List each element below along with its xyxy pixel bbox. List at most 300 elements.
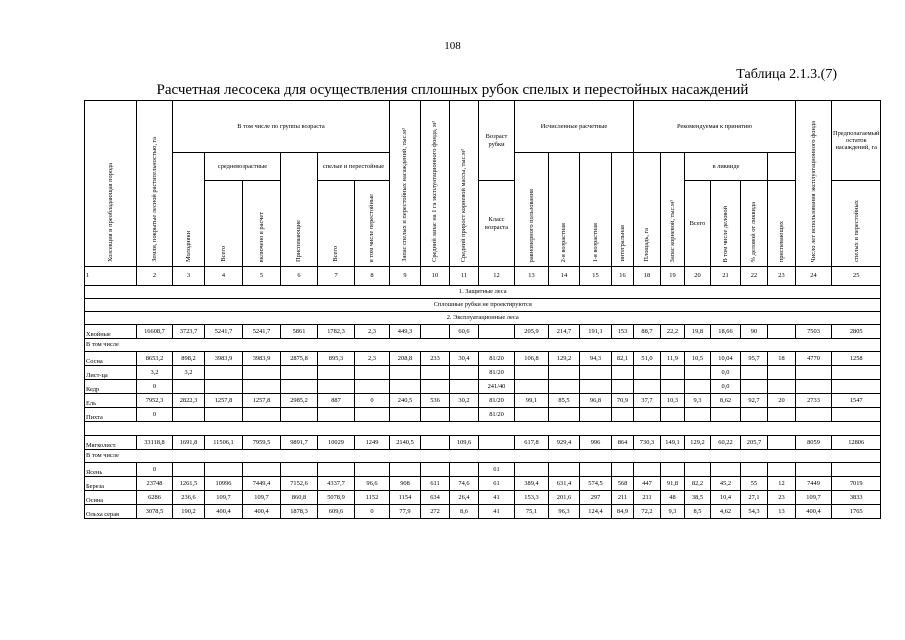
table-cell: 3723,7	[173, 325, 205, 339]
table-cell	[243, 463, 281, 477]
table-cell: 211	[612, 491, 634, 505]
table-cell: 611	[421, 477, 450, 491]
table-cell: 96,6	[355, 477, 390, 491]
table-cell: 20	[768, 394, 796, 408]
col-number: 9	[390, 267, 421, 286]
header-avg-stock: Средний запас на 1 га эксплуатационного фонда, м³	[421, 101, 450, 267]
table-cell: 4,62	[711, 505, 741, 519]
table-cell	[796, 408, 832, 422]
table-cell	[205, 463, 243, 477]
table-cell: 8653,2	[137, 352, 173, 366]
table-cell: 77,9	[390, 505, 421, 519]
row-species-name: Ель	[85, 394, 137, 408]
table-cell	[421, 408, 450, 422]
table-cell: 74,6	[450, 477, 479, 491]
col-number: 24	[796, 267, 832, 286]
table-cell: 23748	[137, 477, 173, 491]
header-age-class: Класс возраста	[479, 181, 515, 267]
table-cell	[634, 408, 661, 422]
table-cell	[549, 380, 580, 394]
table-row	[85, 408, 881, 422]
table-cell: 574,5	[580, 477, 612, 491]
header-remain-approaching: приспевающих	[768, 181, 796, 267]
col-number: 13	[515, 267, 549, 286]
header-remain-ripe: спелых и перестойных	[832, 181, 881, 267]
table-cell	[768, 380, 796, 394]
table-cell	[450, 408, 479, 422]
table-cell: 3078,5	[137, 505, 173, 519]
table-cell	[685, 366, 711, 380]
table-cell: 10029	[318, 436, 355, 450]
table-cell	[421, 436, 450, 450]
table-cell: 6286	[137, 491, 173, 505]
table-cell	[768, 325, 796, 339]
table-cell: 84,9	[612, 505, 634, 519]
table-cell: 38,5	[685, 491, 711, 505]
table-cell: 1249	[355, 436, 390, 450]
table-cell	[832, 463, 881, 477]
table-cell	[661, 366, 685, 380]
subheader-in-that-number: В том числе	[85, 339, 881, 352]
table-cell: 8,6	[450, 505, 479, 519]
table-cell: 48	[661, 491, 685, 505]
header-area: Площадь, га	[634, 153, 661, 267]
col-number: 20	[685, 267, 711, 286]
table-cell	[661, 380, 685, 394]
table-cell: 214,7	[549, 325, 580, 339]
forest-cut-table	[84, 100, 881, 519]
row-species-name: Пихта	[85, 408, 137, 422]
header-calculated: Исчисленные расчетные	[515, 101, 634, 153]
header-years: Число лет использования эксплуатационного фонда	[796, 101, 832, 267]
table-row	[85, 352, 881, 366]
table-cell: 634	[421, 491, 450, 505]
header-age1: 1-я возрастная	[580, 153, 612, 267]
table-cell: 617,8	[515, 436, 549, 450]
table-cell	[832, 366, 881, 380]
empty-row	[85, 422, 881, 436]
table-cell: 23	[768, 491, 796, 505]
table-cell: 1765	[832, 505, 881, 519]
table-cell: 70,9	[612, 394, 634, 408]
table-cell: 10,04	[711, 352, 741, 366]
empty-cell	[85, 422, 881, 436]
table-cell: 45,2	[711, 477, 741, 491]
table-cell: 109,7	[243, 491, 281, 505]
table-cell: 2875,8	[281, 352, 318, 366]
table-cell: 5078,9	[318, 491, 355, 505]
col-number: 4	[205, 267, 243, 286]
table-cell	[281, 463, 318, 477]
table-cell: 3,2	[173, 366, 205, 380]
table-cell	[741, 408, 768, 422]
table-cell: 124,4	[580, 505, 612, 519]
table-cell: 1261,5	[173, 477, 205, 491]
table-cell: 96,8	[580, 394, 612, 408]
table-cell: 82,2	[685, 477, 711, 491]
table-cell	[768, 436, 796, 450]
col-number: 6	[281, 267, 318, 286]
table-cell: 191,1	[580, 325, 612, 339]
table-cell: 7449,4	[243, 477, 281, 491]
table-cell	[173, 463, 205, 477]
table-cell: 109,7	[205, 491, 243, 505]
table-cell	[281, 380, 318, 394]
table-cell	[685, 463, 711, 477]
table-row	[85, 505, 881, 519]
table-cell: 190,2	[173, 505, 205, 519]
table-cell: 233	[421, 352, 450, 366]
table-cell: 7449	[796, 477, 832, 491]
table-cell: 33118,8	[137, 436, 173, 450]
table-cell: 1782,3	[318, 325, 355, 339]
table-cell: 4770	[796, 352, 832, 366]
table-cell	[741, 380, 768, 394]
table-cell: 447	[634, 477, 661, 491]
header-remain: Предполагаемый остаток насаждений, га	[832, 101, 881, 181]
table-cell	[711, 408, 741, 422]
table-cell: 91,8	[661, 477, 685, 491]
table-cell: 109,7	[796, 491, 832, 505]
table-cell: 60,6	[450, 325, 479, 339]
table-cell	[318, 463, 355, 477]
table-cell: 236,6	[173, 491, 205, 505]
table-cell	[685, 408, 711, 422]
table-cell	[549, 366, 580, 380]
table-cell: 887	[318, 394, 355, 408]
table-cell	[355, 380, 390, 394]
table-body	[85, 325, 881, 519]
table-cell	[205, 380, 243, 394]
header-ripe-stock: Запас спелых и перестойных насаждений, тыс.м³	[390, 101, 421, 267]
table-cell: 908	[390, 477, 421, 491]
col-number: 18	[634, 267, 661, 286]
table-cell	[612, 463, 634, 477]
table-cell: 3833	[832, 491, 881, 505]
table-cell: 96,3	[549, 505, 580, 519]
table-cell	[281, 408, 318, 422]
table-cell	[741, 366, 768, 380]
header-integral: интегральная	[612, 153, 634, 267]
table-cell: 536	[421, 394, 450, 408]
table-cell	[515, 408, 549, 422]
table-cell	[318, 408, 355, 422]
subheader-in-that-number: В том числе	[85, 450, 881, 463]
row-species-name: Хвойные	[85, 325, 137, 339]
table-cell: 4337,7	[318, 477, 355, 491]
table-cell	[796, 463, 832, 477]
table-cell: 1152	[355, 491, 390, 505]
table-cell	[390, 380, 421, 394]
table-cell: 240,5	[390, 394, 421, 408]
table-cell: 27,1	[741, 491, 768, 505]
table-cell: 82,1	[612, 352, 634, 366]
table-cell	[243, 408, 281, 422]
table-cell: 2805	[832, 325, 881, 339]
table-cell: 0	[137, 408, 173, 422]
table-row	[85, 394, 881, 408]
col-number: 21	[711, 267, 741, 286]
row-species-name: Кедр	[85, 380, 137, 394]
table-cell	[355, 408, 390, 422]
header-age2: 2-я возрастная	[549, 153, 580, 267]
table-cell: 996	[580, 436, 612, 450]
table-cell: 10,4	[711, 491, 741, 505]
table-cell: 631,4	[549, 477, 580, 491]
table-cell: 929,4	[549, 436, 580, 450]
table-cell	[549, 463, 580, 477]
table-cell	[634, 380, 661, 394]
table-cell: 18,66	[711, 325, 741, 339]
col-number: 14	[549, 267, 580, 286]
header-root-stock: Запас корневой, тыс.м³	[661, 153, 685, 267]
table-cell	[243, 380, 281, 394]
table-cell: 81/20	[479, 366, 515, 380]
table-cell	[634, 366, 661, 380]
table-cell	[612, 408, 634, 422]
table-cell	[390, 408, 421, 422]
header-liquid-all: Всего	[685, 181, 711, 267]
header-uniform: равномерного пользования	[515, 153, 549, 267]
table-cell: 898,2	[173, 352, 205, 366]
table-cell: 0,0	[711, 366, 741, 380]
table-cell: 12806	[832, 436, 881, 450]
table-cell: 75,1	[515, 505, 549, 519]
table-cell: 1257,8	[205, 394, 243, 408]
header-avg-growth: Средний прирост корневой массы, тыс.м³	[450, 101, 479, 267]
table-cell: 2733	[796, 394, 832, 408]
header-middle-aged: средневозрастные	[205, 153, 281, 181]
row-species-name: Береза	[85, 477, 137, 491]
col-number: 19	[661, 267, 685, 286]
table-cell: 895,3	[318, 352, 355, 366]
table-cell: 16608,7	[137, 325, 173, 339]
table-cell	[661, 408, 685, 422]
table-cell: 2822,3	[173, 394, 205, 408]
row-species-name: Осина	[85, 491, 137, 505]
table-cell	[173, 408, 205, 422]
table-cell: 109,6	[450, 436, 479, 450]
table-cell	[450, 380, 479, 394]
table-cell	[741, 463, 768, 477]
table-cell: 3983,9	[243, 352, 281, 366]
table-cell: 18	[768, 352, 796, 366]
table-cell: 0,0	[711, 380, 741, 394]
table-row	[85, 491, 881, 505]
table-cell: 272	[421, 505, 450, 519]
header-ripe-all: Всего	[318, 181, 355, 267]
table-cell: 41	[479, 491, 515, 505]
table-cell	[421, 463, 450, 477]
table-cell	[515, 380, 549, 394]
table-cell: 22,2	[661, 325, 685, 339]
row-species-name: Мягколист.	[85, 436, 137, 450]
header-mid-all: Всего	[205, 181, 243, 267]
header-cut-age: Возраст рубки	[479, 101, 515, 181]
table-cell	[390, 463, 421, 477]
table-cell	[355, 463, 390, 477]
table-cell: 37,7	[634, 394, 661, 408]
table-cell	[612, 366, 634, 380]
table-cell: 864	[612, 436, 634, 450]
table-cell	[173, 380, 205, 394]
table-row	[85, 366, 881, 380]
table-cell: 208,8	[390, 352, 421, 366]
table-cell: 11,9	[661, 352, 685, 366]
row-species-name: Ольха серая	[85, 505, 137, 519]
table-cell: 1691,8	[173, 436, 205, 450]
col-number: 25	[832, 267, 881, 286]
col-number: 7	[318, 267, 355, 286]
table-row	[85, 380, 881, 394]
table-cell: 30,4	[450, 352, 479, 366]
table-cell	[205, 366, 243, 380]
table-cell: 13	[768, 505, 796, 519]
table-cell: 211	[634, 491, 661, 505]
table-cell	[661, 463, 685, 477]
table-cell: 106,8	[515, 352, 549, 366]
table-cell: 19,8	[685, 325, 711, 339]
page-number: 108	[444, 40, 461, 52]
col-number: 1	[85, 267, 137, 286]
header-overmature: в том числе перестойные	[355, 181, 390, 267]
table-cell	[318, 380, 355, 394]
col-number: 3	[173, 267, 205, 286]
table-cell: 1258	[832, 352, 881, 366]
col-number: 11	[450, 267, 479, 286]
table-cell: 41	[479, 505, 515, 519]
table-cell: 2140,5	[390, 436, 421, 450]
table-cell	[479, 436, 515, 450]
table-cell	[685, 380, 711, 394]
table-cell: 205,7	[741, 436, 768, 450]
table-cell: 129,2	[549, 352, 580, 366]
header-approaching: Приспевающие	[281, 153, 318, 267]
col-number: 15	[580, 267, 612, 286]
table-cell	[612, 380, 634, 394]
table-cell: 12	[768, 477, 796, 491]
table-cell: 81/20	[479, 408, 515, 422]
table-cell: 0	[137, 463, 173, 477]
table-cell: 7959,5	[243, 436, 281, 450]
table-cell: 2,3	[355, 325, 390, 339]
table-cell	[421, 380, 450, 394]
table-cell: 30,2	[450, 394, 479, 408]
row-species-name: Ясень	[85, 463, 137, 477]
table-cell: 61	[479, 463, 515, 477]
table-cell: 81/20	[479, 352, 515, 366]
table-row	[85, 463, 881, 477]
table-cell: 205,9	[515, 325, 549, 339]
table-cell: 1878,3	[281, 505, 318, 519]
table-cell: 730,3	[634, 436, 661, 450]
table-cell: 129,2	[685, 436, 711, 450]
table-cell	[243, 366, 281, 380]
column-numbers-row	[85, 267, 881, 286]
table-cell	[281, 366, 318, 380]
header-young: Молодняки	[173, 153, 205, 267]
table-cell	[796, 366, 832, 380]
table-cell: 8,5	[685, 505, 711, 519]
table-id: Таблица 2.1.3.(7)	[736, 67, 837, 82]
subheader-row	[85, 339, 881, 352]
table-cell	[768, 408, 796, 422]
table-cell: 11506,1	[205, 436, 243, 450]
table-cell	[796, 380, 832, 394]
table-cell	[421, 325, 450, 339]
table-cell: 0	[355, 394, 390, 408]
table-cell	[580, 408, 612, 422]
table-cell: 8059	[796, 436, 832, 450]
col-number: 5	[243, 267, 281, 286]
table-cell	[421, 366, 450, 380]
table-cell: 400,4	[205, 505, 243, 519]
table-cell: 5241,7	[205, 325, 243, 339]
table-cell: 51,0	[634, 352, 661, 366]
table-cell: 400,4	[243, 505, 281, 519]
col-number: 12	[479, 267, 515, 286]
section-not-planned: Сплошные рубки не проектируются	[85, 299, 881, 312]
table-cell	[832, 408, 881, 422]
table-cell: 3983,9	[205, 352, 243, 366]
table-cell: 860,8	[281, 491, 318, 505]
table-cell: 60,22	[711, 436, 741, 450]
table-cell: 8,62	[711, 394, 741, 408]
table-cell: 61	[479, 477, 515, 491]
table-cell: 92,7	[741, 394, 768, 408]
header-age-groups: В том числе по группы возраста	[173, 101, 390, 153]
table-cell	[580, 463, 612, 477]
table-cell: 3,2	[137, 366, 173, 380]
table-title: Расчетная лесосека для осуществления сплошных рубок спелых и перестойных насаждений	[156, 82, 749, 98]
table-cell	[318, 366, 355, 380]
header-liquid: в ликвиде	[685, 153, 768, 181]
table-cell: 1154	[390, 491, 421, 505]
header-business-pct: % деловой от ликвида	[741, 181, 768, 267]
row-species-name: Сосна	[85, 352, 137, 366]
table-cell	[768, 366, 796, 380]
table-cell	[390, 366, 421, 380]
col-number: 8	[355, 267, 390, 286]
table-cell: 85,5	[549, 394, 580, 408]
table-cell	[450, 463, 479, 477]
table-row	[85, 325, 881, 339]
col-number: 2	[137, 267, 173, 286]
table-cell	[549, 408, 580, 422]
table-cell	[580, 380, 612, 394]
subheader-row	[85, 450, 881, 463]
table-cell	[711, 463, 741, 477]
table-cell: 99,1	[515, 394, 549, 408]
table-cell: 0	[355, 505, 390, 519]
table-cell: 7152,6	[281, 477, 318, 491]
header-ripe: спелые и перестойные	[318, 153, 390, 181]
table-cell: 10996	[205, 477, 243, 491]
table-cell: 7019	[832, 477, 881, 491]
header-forest-area: Земли, покрытые лесной растительностью, га	[137, 101, 173, 267]
row-species-name: Лист-ца	[85, 366, 137, 380]
section-protective: 1. Защитные леса	[85, 286, 881, 299]
table-cell	[515, 366, 549, 380]
table-cell: 9891,7	[281, 436, 318, 450]
table-cell: 55	[741, 477, 768, 491]
table-cell: 400,4	[796, 505, 832, 519]
table-cell: 609,6	[318, 505, 355, 519]
section-exploitation: 2. Эксплуатационные леса	[85, 312, 881, 325]
table-cell: 5241,7	[243, 325, 281, 339]
table-cell: 153	[612, 325, 634, 339]
col-number: 10	[421, 267, 450, 286]
